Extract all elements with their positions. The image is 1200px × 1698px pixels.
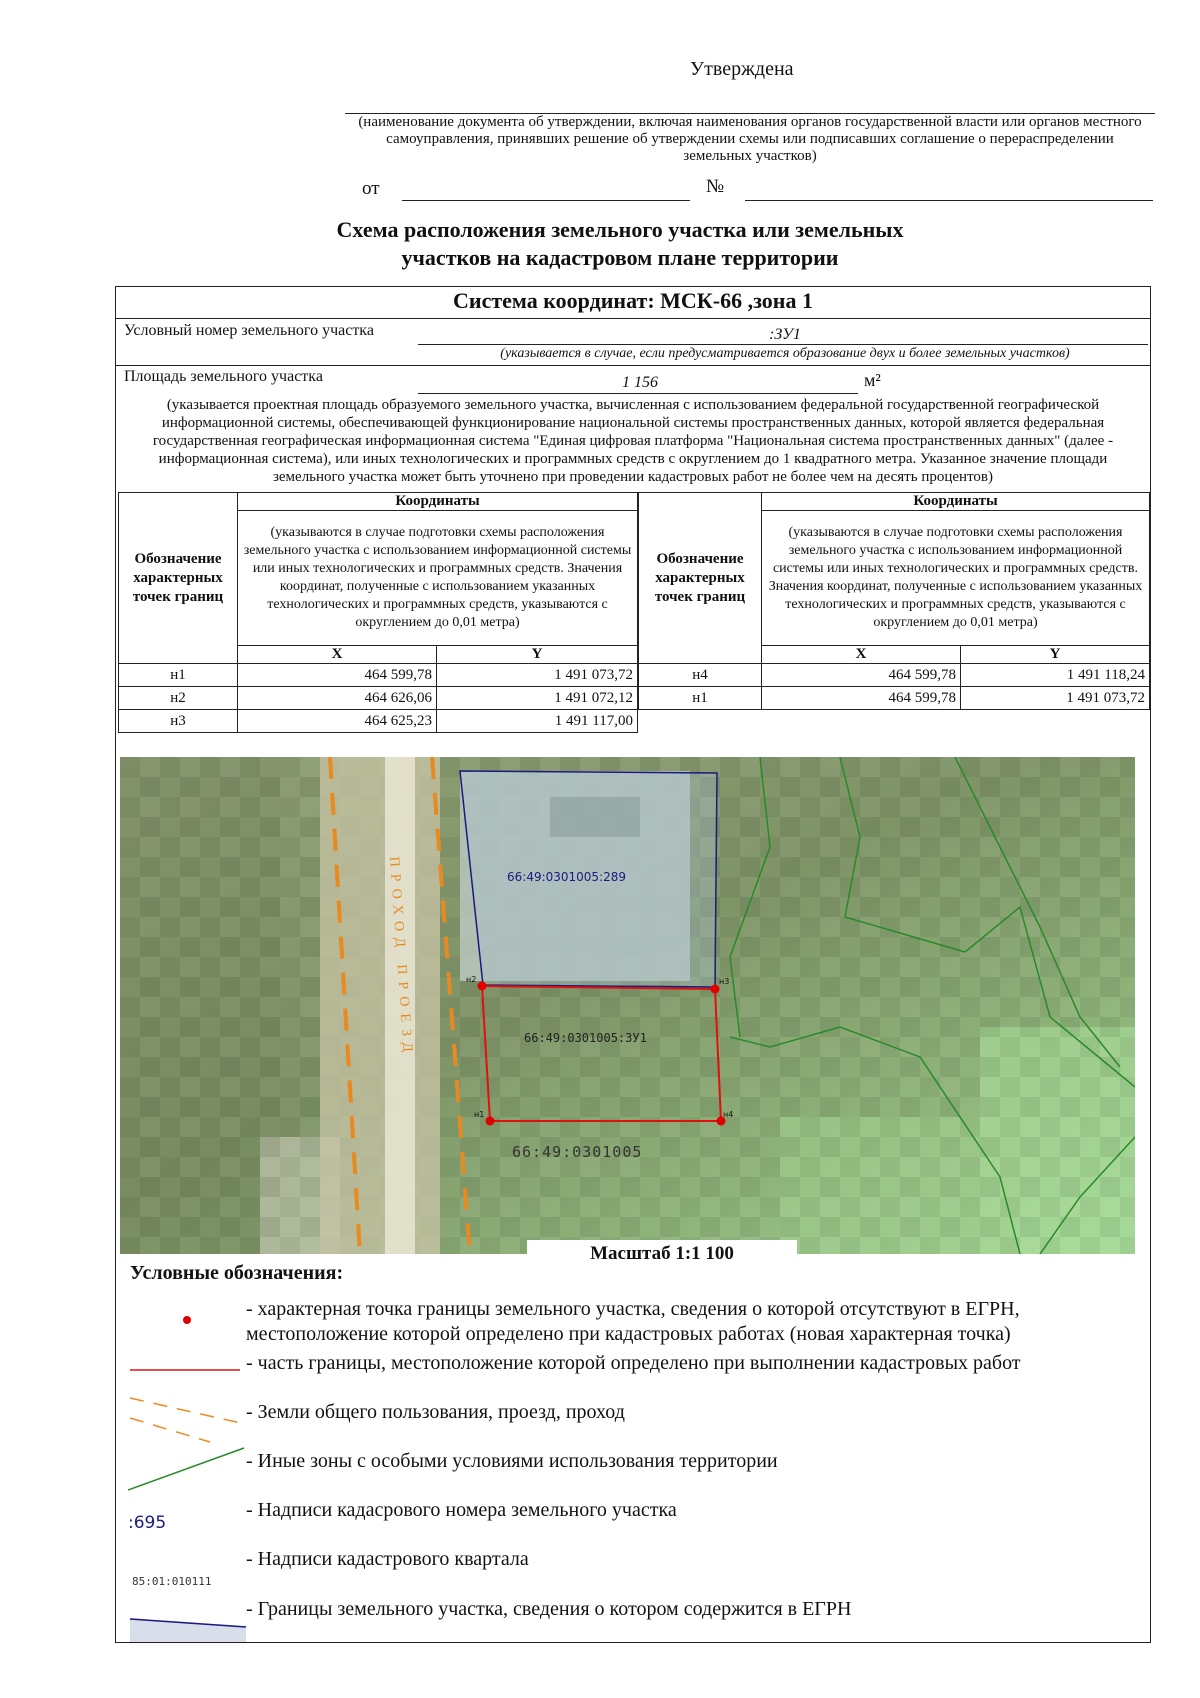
x-cell: 464 626,06 [238,687,437,710]
points-header: Обозначение характерных точек границ [639,493,762,664]
point-label: н1 [474,1110,485,1119]
existing-parcel-label: 66:49:0301005:289 [507,870,627,884]
approval-note: (наименование документа об утверждении, включая наименования органов государственной власти или органов местного самоуправления, принявших решение об утверждении схемы или подписавших соглашение о перераспределении земельных участков) [358,114,1142,164]
area-label: Площадь земельного участка [124,368,323,385]
y-header: Y [437,646,638,664]
y-cell: 1 491 073,72 [961,687,1150,710]
cond-number-line [418,344,1148,345]
coords-table-left [118,492,638,733]
point-label: н3 [719,977,730,986]
table-row [119,687,638,710]
area-note: (указывается проектная площадь образуемого земельного участка, вычисленная с использованием федеральной государственной географической информационной системы, обеспечивающей функционирование национальной системы пространственных данных, которой является федеральная государственная географическая информационная система "Единая цифровая платформа "Национальная система пространственных данных" (далее - информационная система), или иных технологических и программных средств с округлением до 1 квадратного метра. Указанное значение площади земельного участка может быть уточнено при проведении кадастровых работ не более чем на десять процентов) [152,397,1114,485]
x-cell: 464 599,78 [238,664,437,687]
y-cell: 1 491 118,24 [961,664,1150,687]
area-unit: м² [864,370,881,390]
cond-number-value: :ЗУ1 [769,326,801,343]
cadastral-map [120,757,1135,1254]
y-cell: 1 491 072,12 [437,687,638,710]
divider [116,365,1150,366]
approved-label: Утверждена [690,58,794,80]
y-header: Y [961,646,1150,664]
orange-dash-icon [130,1396,245,1446]
legend-item-quarter: - Надписи кадастрового квартала [246,1548,529,1570]
legend-item-parcel-number: - Надписи кадасрового номера земельного участка [246,1499,677,1521]
left-rows [119,664,638,733]
coords-note: (указываются в случае подготовки схемы расположения земельного участка с использованием информационной системы или иных технологических и программных средств. Значения координат, полученные с использованием указанных технологических и программных средств, указываются с округлением до 0,01 метра) [238,511,638,646]
point-n2 [478,982,487,991]
date-line [402,200,690,201]
x-cell: 464 599,78 [762,664,961,687]
points-header: Обозначение характерных точек границ [119,493,238,664]
number-label: № [706,176,725,197]
table-row [119,710,638,733]
coords-header: Координаты [238,493,638,511]
number-line [745,200,1153,201]
cond-number-label: Условный номер земельного участка [124,322,374,339]
area-value: 1 156 [622,374,658,391]
point-label: н4 [723,1110,734,1119]
title-line-1: Схема расположения земельного участка или земельных [336,217,904,242]
green-line-icon [128,1446,246,1492]
x-cell: 464 625,23 [238,710,437,733]
page-title [240,216,1000,272]
blue-boundary-icon [130,1618,246,1642]
point-label: н2 [466,975,477,984]
table-row [119,664,638,687]
point-cell: н1 [119,664,238,687]
legend-item-egrn-boundary: - Границы земельного участка, сведения о котором содержится в ЕГРН [246,1598,852,1620]
x-cell: 464 599,78 [762,687,961,710]
red-point-icon [182,1315,192,1325]
point-n1 [486,1117,495,1126]
road-label: ПРОХОД ПРОЕЗД [386,856,416,1060]
quarter-label: 66:49:0301005 [512,1143,643,1161]
x-header: X [238,646,437,664]
legend-title: Условные обозначения: [130,1262,344,1284]
new-parcel-label: 66:49:0301005:ЗУ1 [524,1031,647,1045]
table-row [639,687,1150,710]
point-cell: н1 [639,687,762,710]
road-strip [320,757,440,1254]
point-cell: н4 [639,664,762,687]
cadastral-number-icon: :695 [128,1513,167,1533]
area-line [418,393,858,394]
title-line-2: участков на кадастровом плане территории [401,245,839,270]
legend-item-public-land: - Земли общего пользования, проезд, проход [246,1401,625,1423]
right-rows [639,664,1150,710]
y-cell: 1 491 117,00 [437,710,638,733]
legend-item-boundary: - часть границы, местоположение которой определено при выполнении кадастровых работ [246,1352,1021,1374]
point-cell: н3 [119,710,238,733]
y-cell: 1 491 073,72 [437,664,638,687]
quarter-label-icon: 85:01:010111 [132,1575,212,1588]
legend-item-zones: - Иные зоны с особыми условиями использования территории [246,1450,778,1472]
from-label: от [362,178,380,199]
coords-header: Координаты [762,493,1150,511]
table-row [639,664,1150,687]
legend-item-new-point: - характерная точка границы земельного участка, сведения о которой отсутствуют в ЕГРН, местоположение которой определено при кадастровых работах (новая характерная точка) [246,1298,1020,1345]
coordinate-system-title: Система координат: МСК-66 ,зона 1 [453,288,813,313]
map-svg [120,757,1135,1254]
red-line-icon [130,1368,240,1372]
coords-table-right [638,492,1150,710]
map-scale: Масштаб 1:1 100 [527,1240,797,1268]
point-cell: н2 [119,687,238,710]
divider [116,318,1150,319]
x-header: X [762,646,961,664]
coords-note: (указываются в случае подготовки схемы расположения земельного участка с использованием информационной системы или иных технологических и программных средств. Значения координат, полученные с использованием указанных технологических и программных средств, указываются с округлением до 0,01 метра) [762,511,1150,646]
cond-number-note: (указывается в случае, если предусматривается образование двух и более земельных участков) [500,346,1070,361]
